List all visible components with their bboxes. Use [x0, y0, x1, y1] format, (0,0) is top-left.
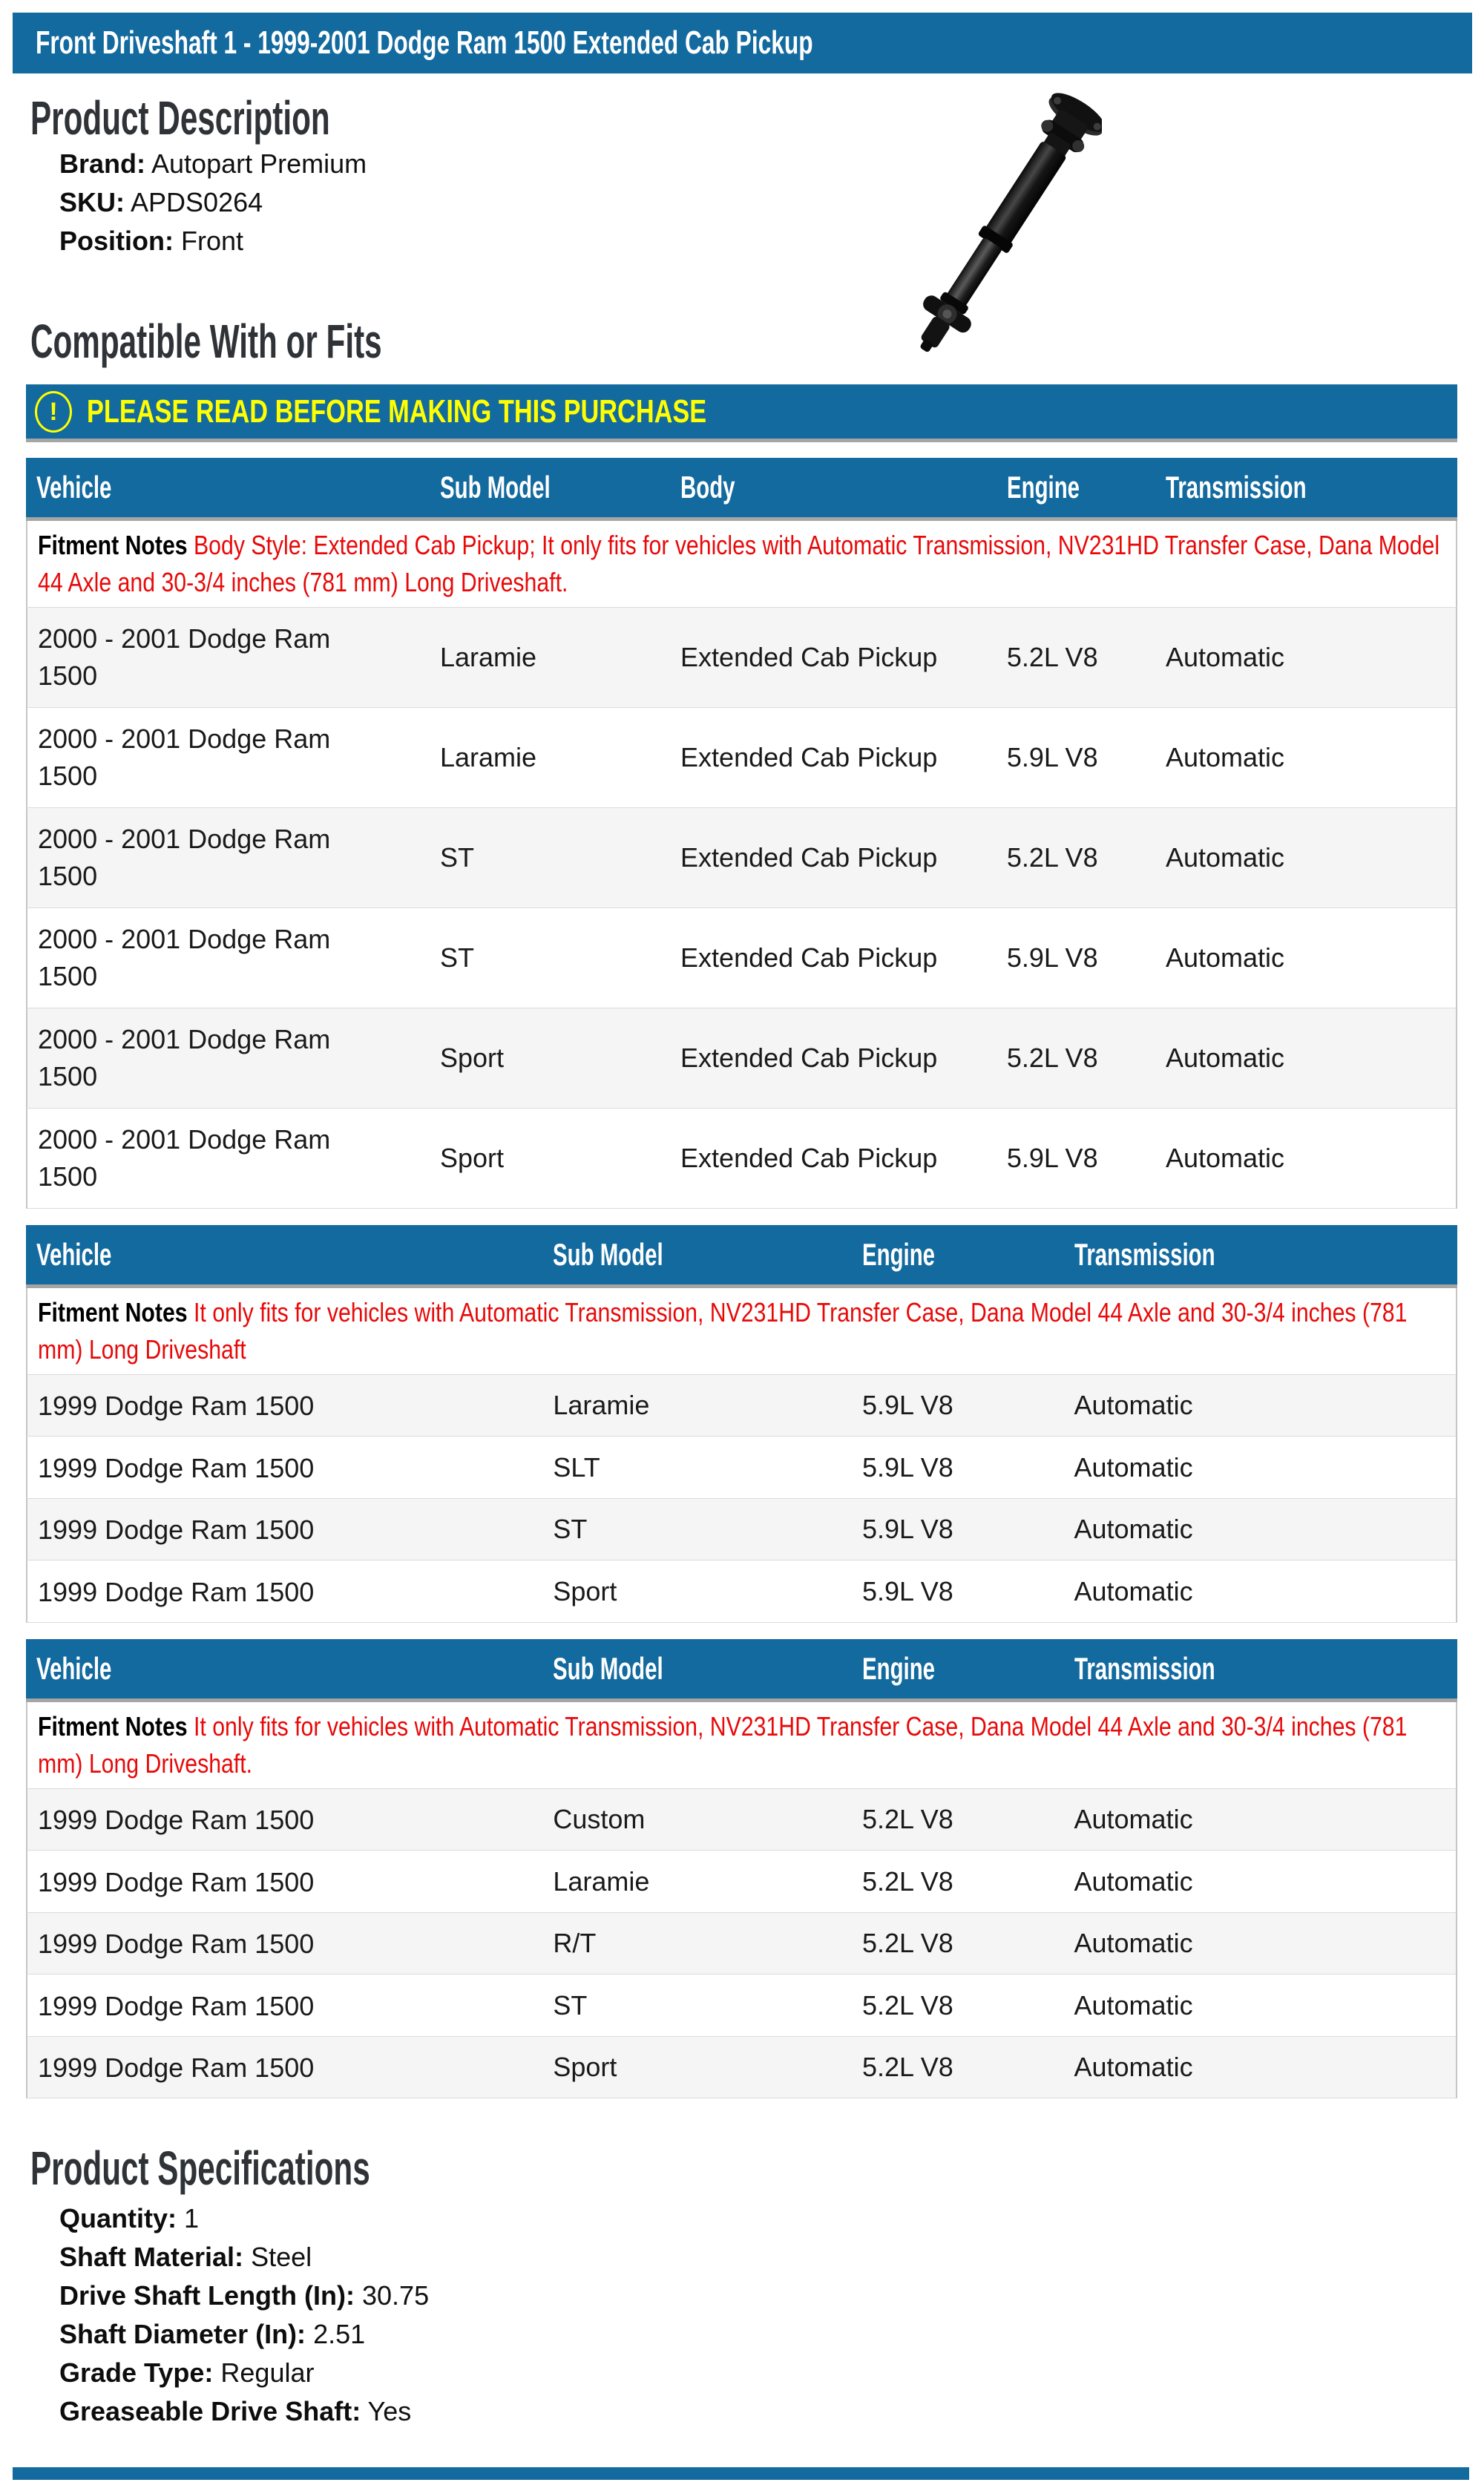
cell-text: Custom: [553, 1804, 646, 1835]
column-header-label: Vehicle: [36, 1237, 112, 1272]
cell-text: 2000 - 2001 Dodge Ram 1500: [38, 1024, 331, 1092]
fitment-notes-row: [26, 1288, 1457, 1375]
body-cell: [670, 1008, 997, 1109]
engine-cell: [997, 808, 1155, 908]
cell-text: Extended Cab Pickup: [680, 942, 938, 973]
vehicle-cell: [26, 1437, 542, 1498]
column-header-engine: [997, 458, 1155, 521]
cell-text: 5.9L V8: [1006, 742, 1098, 772]
column-header-sub-model: [542, 1639, 852, 1702]
cell-text: Extended Cab Pickup: [680, 842, 938, 873]
field-row: [59, 2354, 1484, 2392]
cell-text: 2000 - 2001 Dodge Ram 1500: [38, 924, 331, 991]
cell-text: Automatic: [1074, 1989, 1193, 2021]
driveshaft-photo-graphic: [902, 78, 1102, 382]
table-header-row: [26, 458, 1457, 521]
cell-text: 5.2L V8: [1006, 1043, 1098, 1073]
sub-model-cell: [430, 608, 670, 708]
transmission-cell: [1064, 1560, 1458, 1622]
cell-text: Automatic: [1165, 1043, 1285, 1073]
vehicle-cell: [26, 1789, 542, 1851]
vehicle-row: [26, 708, 1457, 808]
product-description-heading: Product Description: [30, 91, 330, 145]
field-value: Yes: [367, 2396, 412, 2427]
cell-text: ST: [553, 1514, 588, 1545]
product-image: [902, 78, 1102, 382]
vehicle-cell: [26, 1975, 542, 2036]
transmission-cell: [1064, 1913, 1458, 1975]
cell-text: 5.9L V8: [862, 1451, 953, 1483]
cell-text: ST: [553, 1989, 588, 2021]
engine-cell: [997, 1008, 1155, 1109]
column-header-engine: [852, 1225, 1063, 1288]
vehicle-row: [26, 1789, 1457, 1851]
cell-text: Automatic: [1165, 842, 1285, 873]
engine-cell: [852, 1437, 1063, 1498]
sub-model-cell: [430, 1008, 670, 1109]
cell-text: 5.9L V8: [1006, 942, 1098, 973]
compatibility-heading: Compatible With or Fits: [30, 315, 382, 368]
transmission-cell: [1064, 1375, 1458, 1437]
alert-circle-icon: !: [35, 391, 72, 433]
table-header-row: [26, 1639, 1457, 1702]
cell-text: Extended Cab Pickup: [680, 1043, 938, 1073]
field-value: APDS0264: [131, 187, 263, 217]
fitment-note-text: Body Style: Extended Cab Pickup; It only fits for vehicles with Automatic Transmission, NV231HD Transfer Case, Dana Model 44 Axle and 30-3/4 inches (781 mm) Long Driveshaft.: [38, 530, 1440, 597]
cell-text: Sport: [439, 1043, 505, 1073]
body-cell: [670, 1109, 997, 1209]
vehicle-cell: [26, 808, 430, 908]
vehicle-cell: [26, 1851, 542, 1912]
column-header-label: Body: [680, 470, 735, 505]
vehicle-cell: [26, 1560, 542, 1622]
cell-text: 1999 Dodge Ram 1500: [38, 1805, 315, 1836]
sub-model-cell: [542, 1437, 852, 1498]
engine-cell: [997, 1109, 1155, 1209]
cell-text: 1999 Dodge Ram 1500: [38, 1391, 315, 1422]
sub-model-cell: [430, 808, 670, 908]
field-value: Steel: [251, 2242, 312, 2273]
vehicle-cell: [26, 2037, 542, 2098]
field-value: Autopart Premium: [151, 148, 367, 179]
sub-model-cell: [542, 1560, 852, 1622]
vehicle-row: [26, 908, 1457, 1008]
vehicle-cell: [26, 908, 430, 1008]
vehicle-row: [26, 1851, 1457, 1912]
vehicle-cell: [26, 1375, 542, 1437]
cell-text: Laramie: [439, 742, 537, 772]
cell-text: 1999 Dodge Ram 1500: [38, 2052, 315, 2084]
transmission-cell: [1155, 708, 1457, 808]
column-header-vehicle: [26, 1639, 542, 1702]
cell-text: Automatic: [1165, 742, 1285, 772]
field-value: 1: [184, 2203, 200, 2234]
cell-text: Sport: [553, 2052, 617, 2083]
transmission-cell: [1064, 2037, 1458, 2098]
cell-text: Automatic: [1074, 1928, 1193, 1959]
engine-cell: [997, 708, 1155, 808]
cell-text: Extended Cab Pickup: [680, 642, 938, 672]
cell-text: 1999 Dodge Ram 1500: [38, 1576, 315, 1607]
listing-title-bar: [13, 13, 1472, 73]
field-label: Quantity:: [59, 2203, 177, 2234]
vehicle-row: [26, 1560, 1457, 1622]
fitment-notes-cell: [26, 521, 1457, 608]
field-label: Shaft Material:: [59, 2242, 244, 2273]
transmission-cell: [1155, 608, 1457, 708]
cell-text: Automatic: [1074, 2052, 1193, 2083]
field-row: [59, 2199, 1484, 2238]
cell-text: 2000 - 2001 Dodge Ram 1500: [38, 1124, 331, 1192]
cell-text: 1999 Dodge Ram 1500: [38, 1990, 315, 2021]
cell-text: 5.9L V8: [862, 1514, 953, 1545]
engine-cell: [997, 608, 1155, 708]
field-row: [59, 145, 1484, 183]
column-header-vehicle: [26, 1225, 542, 1288]
transmission-cell: [1064, 1851, 1458, 1912]
field-label: Shaft Diameter (In):: [59, 2319, 306, 2350]
vehicle-cell: [26, 708, 430, 808]
fitment-note-text: It only fits for vehicles with Automatic Transmission, NV231HD Transfer Case, Dana Model 44 Axle and 30-3/4 inches (781 mm) Long Driveshaft.: [38, 1710, 1408, 1779]
fitment-notes-cell: [26, 1288, 1457, 1375]
vehicle-cell: [26, 1499, 542, 1560]
sub-model-cell: [430, 708, 670, 808]
listing-page: [0, 13, 1484, 2488]
cell-text: Laramie: [553, 1865, 650, 1897]
column-header-label: Engine: [862, 1237, 936, 1272]
cell-text: Automatic: [1165, 642, 1285, 672]
body-cell: [670, 808, 997, 908]
cell-text: 5.2L V8: [862, 2052, 953, 2083]
transmission-cell: [1155, 1109, 1457, 1209]
cell-text: 5.9L V8: [1006, 1143, 1098, 1173]
sub-model-cell: [430, 908, 670, 1008]
cell-text: 1999 Dodge Ram 1500: [38, 1866, 315, 1897]
vehicle-row: [26, 1913, 1457, 1975]
cell-text: R/T: [553, 1928, 597, 1959]
cell-text: Sport: [553, 1575, 617, 1606]
transmission-cell: [1155, 1008, 1457, 1109]
cell-text: Laramie: [439, 642, 537, 672]
vehicle-row: [26, 1375, 1457, 1437]
cell-text: Sport: [439, 1143, 505, 1173]
transmission-cell: [1155, 908, 1457, 1008]
column-header-sub-model: [430, 458, 670, 521]
cell-text: Automatic: [1074, 1390, 1193, 1421]
column-header-sub-model: [542, 1225, 852, 1288]
sub-model-cell: [542, 1789, 852, 1851]
product-specifications-fields: [59, 2199, 1484, 2431]
column-header-vehicle: [26, 458, 430, 521]
cell-text: 2000 - 2001 Dodge Ram 1500: [38, 623, 331, 691]
vehicle-cell: [26, 1008, 430, 1109]
cell-text: Automatic: [1074, 1865, 1193, 1897]
engine-cell: [852, 1851, 1063, 1912]
column-header-label: Engine: [1006, 470, 1080, 505]
column-header-label: Transmission: [1074, 1237, 1215, 1272]
sub-model-cell: [542, 1851, 852, 1912]
fitment-notes-label: Fitment Notes: [38, 530, 188, 560]
cell-text: 5.2L V8: [862, 1804, 953, 1835]
warning-banner-text: PLEASE READ BEFORE MAKING THIS PURCHASE: [87, 393, 707, 430]
column-header-body: [670, 458, 997, 521]
sub-model-cell: [542, 1913, 852, 1975]
column-header-label: Vehicle: [36, 1650, 112, 1686]
cell-text: Extended Cab Pickup: [680, 1143, 938, 1173]
cell-text: Extended Cab Pickup: [680, 742, 938, 772]
field-value: Front: [181, 226, 244, 256]
fitment-table-2000-2001: [26, 458, 1457, 1209]
engine-cell: [852, 1560, 1063, 1622]
field-row: [59, 222, 1484, 260]
column-header-transmission: [1064, 1225, 1458, 1288]
engine-cell: [852, 1789, 1063, 1851]
vehicle-cell: [26, 1109, 430, 1209]
cell-text: Automatic: [1074, 1804, 1193, 1835]
engine-cell: [852, 1375, 1063, 1437]
field-label: SKU:: [59, 187, 125, 217]
cell-text: Laramie: [553, 1390, 650, 1421]
fitment-notes-row: [26, 1702, 1457, 1789]
transmission-cell: [1064, 1975, 1458, 2036]
vehicle-row: [26, 608, 1457, 708]
field-value: 30.75: [362, 2280, 430, 2311]
cell-text: 1999 Dodge Ram 1500: [38, 1452, 315, 1483]
vehicle-cell: [26, 608, 430, 708]
cell-text: Automatic: [1165, 1143, 1285, 1173]
transmission-cell: [1064, 1499, 1458, 1560]
table-header-row: [26, 1225, 1457, 1288]
sub-model-cell: [542, 2037, 852, 2098]
cell-text: 1999 Dodge Ram 1500: [38, 1929, 315, 1960]
purchase-warning-banner: [26, 384, 1457, 442]
footer-bar: [13, 2467, 1469, 2480]
fitment-table-1999-59l: [26, 1225, 1457, 1623]
fitment-table-1999-52l: [26, 1639, 1457, 2098]
field-row: [59, 2277, 1484, 2315]
field-row: [59, 2238, 1484, 2277]
page-title: Front Driveshaft 1 - 1999-2001 Dodge Ram 1500 Extended Cab Pickup: [36, 24, 813, 61]
cell-text: 5.9L V8: [862, 1390, 953, 1421]
field-label: Grade Type:: [59, 2357, 214, 2389]
transmission-cell: [1155, 808, 1457, 908]
vehicle-row: [26, 1975, 1457, 2036]
field-label: Drive Shaft Length (In):: [59, 2280, 355, 2311]
column-header-label: Sub Model: [553, 1237, 663, 1272]
cell-text: Automatic: [1074, 1514, 1193, 1545]
field-value: Regular: [220, 2357, 315, 2389]
body-cell: [670, 708, 997, 808]
cell-text: 2000 - 2001 Dodge Ram 1500: [38, 824, 331, 891]
column-header-transmission: [1155, 458, 1457, 521]
product-specifications-heading: Product Specifications: [30, 2141, 370, 2196]
body-cell: [670, 608, 997, 708]
column-header-label: Vehicle: [36, 470, 112, 505]
fitment-notes-label: Fitment Notes: [38, 1297, 188, 1327]
field-label: Brand:: [59, 148, 145, 179]
cell-text: 5.2L V8: [862, 1989, 953, 2021]
sub-model-cell: [542, 1375, 852, 1437]
cell-text: 5.9L V8: [862, 1575, 953, 1606]
field-row: [59, 183, 1484, 222]
cell-text: 5.2L V8: [862, 1865, 953, 1897]
vehicle-row: [26, 1437, 1457, 1498]
cell-text: SLT: [553, 1451, 600, 1483]
column-header-transmission: [1064, 1639, 1458, 1702]
transmission-cell: [1064, 1437, 1458, 1498]
cell-text: Automatic: [1074, 1451, 1193, 1483]
column-header-label: Transmission: [1165, 470, 1307, 505]
cell-text: 5.2L V8: [862, 1928, 953, 1959]
field-row: [59, 2315, 1484, 2354]
field-value: 2.51: [313, 2319, 366, 2350]
cell-text: Automatic: [1074, 1575, 1193, 1606]
vehicle-cell: [26, 1913, 542, 1975]
column-header-engine: [852, 1639, 1063, 1702]
vehicle-row: [26, 1008, 1457, 1109]
engine-cell: [852, 1975, 1063, 2036]
cell-text: ST: [439, 842, 474, 873]
engine-cell: [852, 1913, 1063, 1975]
vehicle-row: [26, 1499, 1457, 1560]
fitment-notes-label: Fitment Notes: [38, 1710, 188, 1742]
sub-model-cell: [542, 1975, 852, 2036]
product-description-fields: [59, 145, 1484, 260]
column-header-label: Sub Model: [439, 470, 551, 505]
column-header-label: Engine: [862, 1650, 936, 1686]
fitment-notes-cell: [26, 1702, 1457, 1789]
vehicle-row: [26, 2037, 1457, 2098]
engine-cell: [852, 1499, 1063, 1560]
fitment-note-text: It only fits for vehicles with Automatic Transmission, NV231HD Transfer Case, Dana Model 44 Axle and 30-3/4 inches (781 mm) Long Driveshaft: [38, 1297, 1408, 1365]
body-cell: [670, 908, 997, 1008]
transmission-cell: [1064, 1789, 1458, 1851]
cell-text: 5.2L V8: [1006, 842, 1098, 873]
cell-text: Automatic: [1165, 942, 1285, 973]
field-label: Greaseable Drive Shaft:: [59, 2396, 361, 2427]
engine-cell: [997, 908, 1155, 1008]
cell-text: ST: [439, 942, 474, 973]
vehicle-row: [26, 1109, 1457, 1209]
sub-model-cell: [542, 1499, 852, 1560]
cell-text: 5.2L V8: [1006, 642, 1098, 672]
cell-text: 2000 - 2001 Dodge Ram 1500: [38, 723, 331, 791]
fitment-notes-row: [26, 521, 1457, 608]
column-header-label: Transmission: [1074, 1650, 1215, 1686]
field-row: [59, 2392, 1484, 2431]
field-label: Position:: [59, 226, 174, 256]
sub-model-cell: [430, 1109, 670, 1209]
cell-text: 1999 Dodge Ram 1500: [38, 1514, 315, 1546]
vehicle-row: [26, 808, 1457, 908]
column-header-label: Sub Model: [553, 1650, 663, 1686]
engine-cell: [852, 2037, 1063, 2098]
